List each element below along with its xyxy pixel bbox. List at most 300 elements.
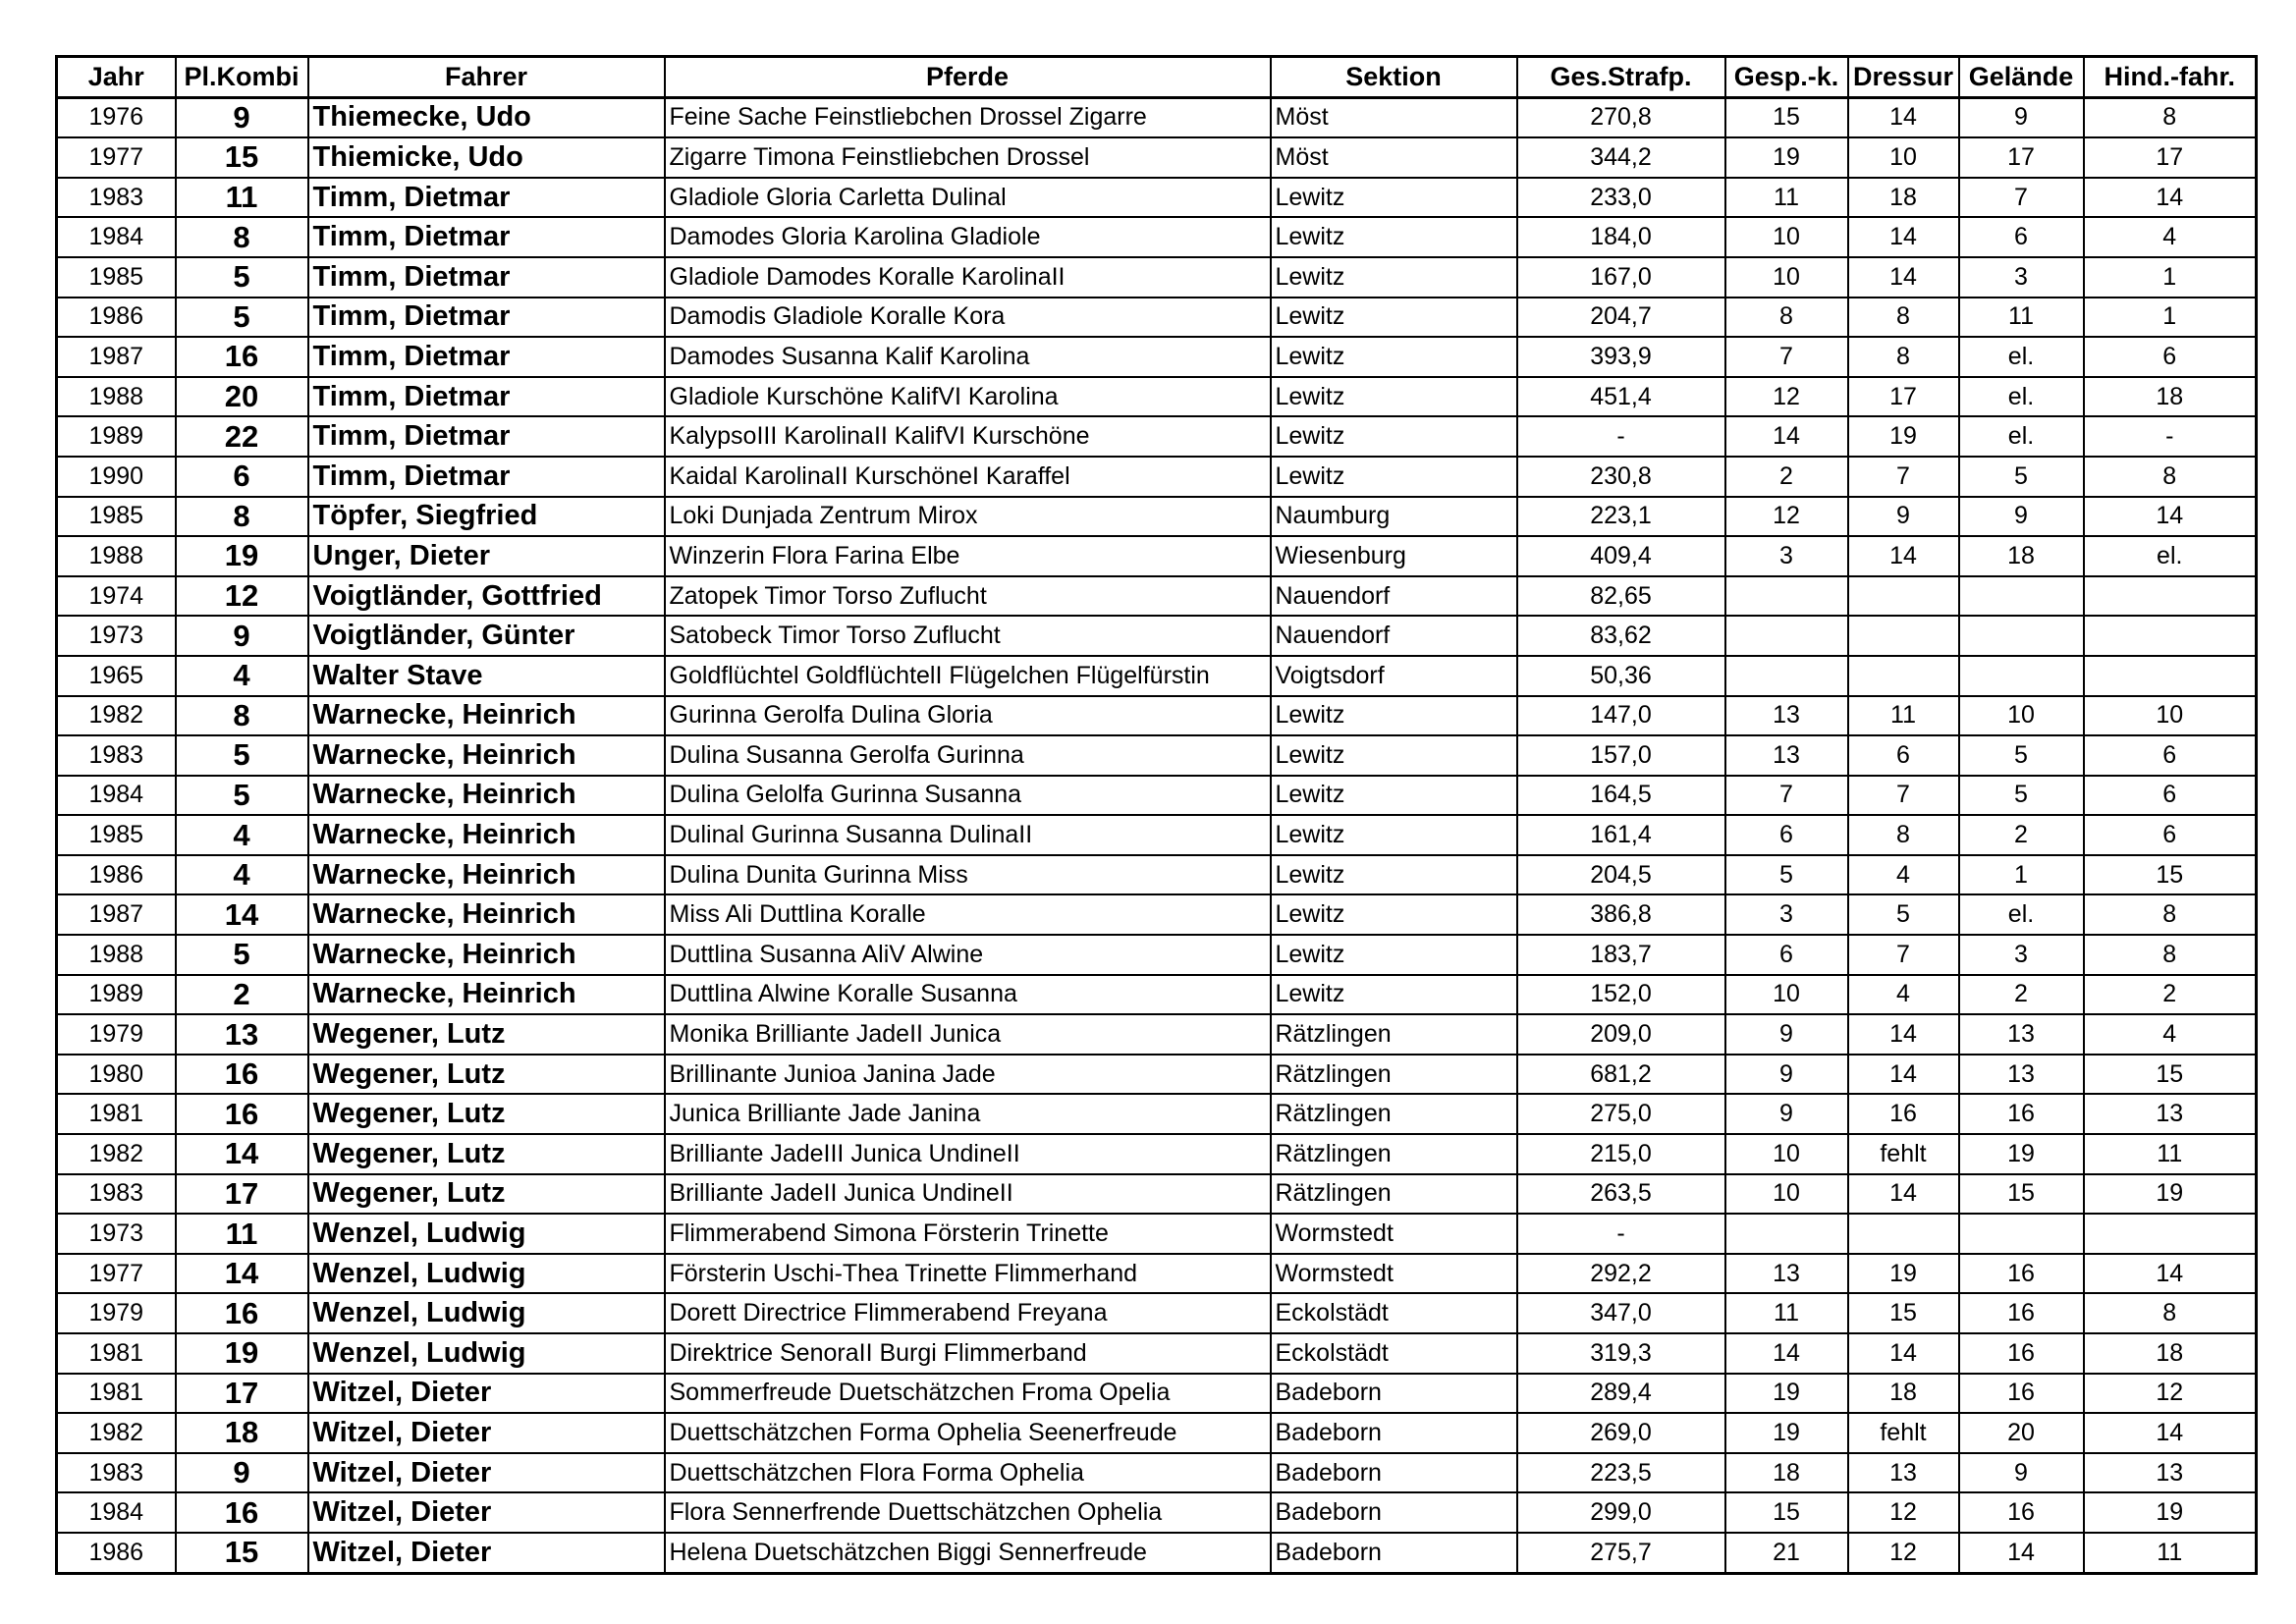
total-penalty-cell: 204,5 — [1517, 855, 1725, 895]
placement-cell: 4 — [176, 656, 308, 696]
dressage-cell: 8 — [1848, 337, 1959, 377]
placement-cell: 5 — [176, 735, 308, 776]
team-control-cell: 9 — [1725, 1014, 1848, 1055]
total-penalty-cell: 263,5 — [1517, 1174, 1725, 1215]
team-control-cell: 11 — [1725, 178, 1848, 218]
section-cell: Eckolstädt — [1271, 1333, 1517, 1374]
terrain-cell: 9 — [1959, 97, 2084, 137]
dressage-cell: 10 — [1848, 137, 1959, 178]
driver-cell: Voigtländer, Günter — [308, 616, 665, 656]
horses-cell: Satobeck Timor Torso Zuflucht — [665, 616, 1271, 656]
dressage-cell: 14 — [1848, 257, 1959, 298]
table-row — [57, 696, 2257, 736]
section-cell: Lewitz — [1271, 855, 1517, 895]
horses-cell: Dulina Dunita Gurinna Miss — [665, 855, 1271, 895]
horses-cell: Gurinna Gerolfa Dulina Gloria — [665, 696, 1271, 736]
dressage-cell: 6 — [1848, 735, 1959, 776]
section-cell: Wormstedt — [1271, 1214, 1517, 1254]
team-control-cell: 6 — [1725, 815, 1848, 855]
obstacle-driving-cell: 13 — [2084, 1094, 2257, 1134]
terrain-cell: 16 — [1959, 1293, 2084, 1333]
placement-cell: 5 — [176, 298, 308, 338]
dressage-cell: 18 — [1848, 1374, 1959, 1414]
dressage-cell: 16 — [1848, 1094, 1959, 1134]
section-cell: Lewitz — [1271, 298, 1517, 338]
team-control-cell: 10 — [1725, 217, 1848, 257]
driver-cell: Witzel, Dieter — [308, 1492, 665, 1533]
year-cell: 1965 — [57, 656, 176, 696]
placement-cell: 9 — [176, 1453, 308, 1493]
total-penalty-cell: 152,0 — [1517, 975, 1725, 1015]
horses-cell: Dulinal Gurinna Susanna DulinaII — [665, 815, 1271, 855]
obstacle-driving-cell: 14 — [2084, 497, 2257, 537]
year-cell: 1988 — [57, 377, 176, 417]
horses-cell: Duettschätzchen Forma Ophelia Seenerfreude — [665, 1413, 1271, 1453]
obstacle-driving-cell: 6 — [2084, 815, 2257, 855]
horses-cell: Brilliante JadeII Junica UndineII — [665, 1174, 1271, 1215]
placement-cell: 14 — [176, 1254, 308, 1294]
team-control-cell: 7 — [1725, 776, 1848, 816]
placement-cell: 15 — [176, 1533, 308, 1573]
total-penalty-cell: 50,36 — [1517, 656, 1725, 696]
dressage-cell: 14 — [1848, 536, 1959, 576]
header-row — [57, 57, 2257, 98]
team-control-cell: 19 — [1725, 137, 1848, 178]
placement-cell: 8 — [176, 217, 308, 257]
horses-cell: Goldflüchtel GoldflüchtelI Flügelchen Flügelfürstin — [665, 656, 1271, 696]
header-placement: Pl.Kombi — [176, 57, 308, 98]
obstacle-driving-cell: 12 — [2084, 1374, 2257, 1414]
driver-cell: Wenzel, Ludwig — [308, 1254, 665, 1294]
horses-cell: Damodes Gloria Karolina Gladiole — [665, 217, 1271, 257]
obstacle-driving-cell: 1 — [2084, 257, 2257, 298]
horses-cell: Damodis Gladiole Koralle Kora — [665, 298, 1271, 338]
dressage-cell: 13 — [1848, 1453, 1959, 1493]
year-cell: 1985 — [57, 815, 176, 855]
table-row — [57, 656, 2257, 696]
placement-cell: 6 — [176, 457, 308, 497]
section-cell: Wormstedt — [1271, 1254, 1517, 1294]
total-penalty-cell: 292,2 — [1517, 1254, 1725, 1294]
team-control-cell: 18 — [1725, 1453, 1848, 1493]
driver-cell: Warnecke, Heinrich — [308, 894, 665, 935]
year-cell: 1974 — [57, 576, 176, 617]
dressage-cell: 18 — [1848, 178, 1959, 218]
obstacle-driving-cell: 4 — [2084, 217, 2257, 257]
total-penalty-cell: 183,7 — [1517, 935, 1725, 975]
horses-cell: Feine Sache Feinstliebchen Drossel Zigarre — [665, 97, 1271, 137]
year-cell: 1977 — [57, 137, 176, 178]
table-row — [57, 855, 2257, 895]
team-control-cell: 2 — [1725, 457, 1848, 497]
table-row — [57, 1333, 2257, 1374]
results-table — [55, 55, 2258, 1575]
dressage-cell: 14 — [1848, 1174, 1959, 1215]
horses-cell: Dulina Susanna Gerolfa Gurinna — [665, 735, 1271, 776]
terrain-cell: 18 — [1959, 536, 2084, 576]
table-row — [57, 735, 2257, 776]
section-cell: Lewitz — [1271, 815, 1517, 855]
dressage-cell: 12 — [1848, 1492, 1959, 1533]
placement-cell: 8 — [176, 696, 308, 736]
team-control-cell: 9 — [1725, 1094, 1848, 1134]
placement-cell: 13 — [176, 1014, 308, 1055]
horses-cell: Duttlina Alwine Koralle Susanna — [665, 975, 1271, 1015]
table-row — [57, 377, 2257, 417]
section-cell: Rätzlingen — [1271, 1014, 1517, 1055]
section-cell: Eckolstädt — [1271, 1293, 1517, 1333]
total-penalty-cell: - — [1517, 416, 1725, 457]
horses-cell: Brillinante Junioa Janina Jade — [665, 1055, 1271, 1095]
obstacle-driving-cell: 15 — [2084, 855, 2257, 895]
year-cell: 1983 — [57, 735, 176, 776]
obstacle-driving-cell: 8 — [2084, 935, 2257, 975]
year-cell: 1983 — [57, 178, 176, 218]
horses-cell: Damodes Susanna Kalif Karolina — [665, 337, 1271, 377]
team-control-cell — [1725, 656, 1848, 696]
section-cell: Möst — [1271, 137, 1517, 178]
driver-cell: Timm, Dietmar — [308, 257, 665, 298]
table-row — [57, 1214, 2257, 1254]
year-cell: 1977 — [57, 1254, 176, 1294]
total-penalty-cell: 157,0 — [1517, 735, 1725, 776]
obstacle-driving-cell: 19 — [2084, 1492, 2257, 1533]
dressage-cell: 14 — [1848, 1055, 1959, 1095]
year-cell: 1979 — [57, 1293, 176, 1333]
obstacle-driving-cell: 13 — [2084, 1453, 2257, 1493]
terrain-cell: 2 — [1959, 815, 2084, 855]
table-row — [57, 1134, 2257, 1174]
dressage-cell: 11 — [1848, 696, 1959, 736]
table-row — [57, 1293, 2257, 1333]
driver-cell: Timm, Dietmar — [308, 416, 665, 457]
placement-cell: 15 — [176, 137, 308, 178]
header-horses: Pferde — [665, 57, 1271, 98]
section-cell: Lewitz — [1271, 178, 1517, 218]
obstacle-driving-cell: 2 — [2084, 975, 2257, 1015]
dressage-cell: fehlt — [1848, 1413, 1959, 1453]
table-row — [57, 217, 2257, 257]
driver-cell: Wegener, Lutz — [308, 1014, 665, 1055]
table-row — [57, 1014, 2257, 1055]
dressage-cell: 15 — [1848, 1293, 1959, 1333]
total-penalty-cell: 147,0 — [1517, 696, 1725, 736]
driver-cell: Wenzel, Ludwig — [308, 1293, 665, 1333]
placement-cell: 11 — [176, 1214, 308, 1254]
total-penalty-cell: 204,7 — [1517, 298, 1725, 338]
driver-cell: Warnecke, Heinrich — [308, 975, 665, 1015]
obstacle-driving-cell: 8 — [2084, 1293, 2257, 1333]
terrain-cell: 19 — [1959, 1134, 2084, 1174]
driver-cell: Warnecke, Heinrich — [308, 735, 665, 776]
driver-cell: Unger, Dieter — [308, 536, 665, 576]
total-penalty-cell: 681,2 — [1517, 1055, 1725, 1095]
section-cell: Lewitz — [1271, 975, 1517, 1015]
header-dressage: Dressur — [1848, 57, 1959, 98]
obstacle-driving-cell: 4 — [2084, 1014, 2257, 1055]
dressage-cell — [1848, 616, 1959, 656]
horses-cell: Gladiole Gloria Carletta Dulinal — [665, 178, 1271, 218]
table-row — [57, 935, 2257, 975]
total-penalty-cell: 409,4 — [1517, 536, 1725, 576]
year-cell: 1987 — [57, 337, 176, 377]
placement-cell: 5 — [176, 776, 308, 816]
section-cell: Rätzlingen — [1271, 1055, 1517, 1095]
table-row — [57, 1055, 2257, 1095]
team-control-cell: 6 — [1725, 935, 1848, 975]
driver-cell: Timm, Dietmar — [308, 337, 665, 377]
terrain-cell: 15 — [1959, 1174, 2084, 1215]
terrain-cell: 9 — [1959, 1453, 2084, 1493]
section-cell: Lewitz — [1271, 337, 1517, 377]
section-cell: Badeborn — [1271, 1453, 1517, 1493]
team-control-cell: 7 — [1725, 337, 1848, 377]
header-year: Jahr — [57, 57, 176, 98]
total-penalty-cell: 344,2 — [1517, 137, 1725, 178]
team-control-cell: 14 — [1725, 416, 1848, 457]
driver-cell: Thiemecke, Udo — [308, 97, 665, 137]
horses-cell: Loki Dunjada Zentrum Mirox — [665, 497, 1271, 537]
year-cell: 1983 — [57, 1453, 176, 1493]
obstacle-driving-cell — [2084, 656, 2257, 696]
horses-cell: Monika Brilliante JadeII Junica — [665, 1014, 1271, 1055]
dressage-cell — [1848, 576, 1959, 617]
terrain-cell: el. — [1959, 337, 2084, 377]
obstacle-driving-cell: - — [2084, 416, 2257, 457]
driver-cell: Timm, Dietmar — [308, 178, 665, 218]
table-row — [57, 536, 2257, 576]
section-cell: Badeborn — [1271, 1413, 1517, 1453]
dressage-cell: 5 — [1848, 894, 1959, 935]
dressage-cell: 7 — [1848, 935, 1959, 975]
terrain-cell — [1959, 1214, 2084, 1254]
total-penalty-cell: 319,3 — [1517, 1333, 1725, 1374]
driver-cell: Wegener, Lutz — [308, 1055, 665, 1095]
horses-cell: Duettschätzchen Flora Forma Ophelia — [665, 1453, 1271, 1493]
dressage-cell: 4 — [1848, 975, 1959, 1015]
year-cell: 1981 — [57, 1094, 176, 1134]
year-cell: 1990 — [57, 457, 176, 497]
terrain-cell: 16 — [1959, 1094, 2084, 1134]
placement-cell: 22 — [176, 416, 308, 457]
obstacle-driving-cell — [2084, 616, 2257, 656]
dressage-cell: fehlt — [1848, 1134, 1959, 1174]
team-control-cell: 10 — [1725, 1174, 1848, 1215]
dressage-cell: 19 — [1848, 1254, 1959, 1294]
section-cell: Rätzlingen — [1271, 1094, 1517, 1134]
team-control-cell: 14 — [1725, 1333, 1848, 1374]
team-control-cell: 13 — [1725, 1254, 1848, 1294]
year-cell: 1984 — [57, 217, 176, 257]
year-cell: 1982 — [57, 1413, 176, 1453]
obstacle-driving-cell: 6 — [2084, 337, 2257, 377]
dressage-cell: 17 — [1848, 377, 1959, 417]
section-cell: Lewitz — [1271, 377, 1517, 417]
year-cell: 1982 — [57, 696, 176, 736]
table-header — [57, 57, 2257, 98]
team-control-cell: 19 — [1725, 1413, 1848, 1453]
total-penalty-cell: 347,0 — [1517, 1293, 1725, 1333]
section-cell: Nauendorf — [1271, 576, 1517, 617]
year-cell: 1989 — [57, 975, 176, 1015]
driver-cell: Wenzel, Ludwig — [308, 1333, 665, 1374]
dressage-cell: 7 — [1848, 776, 1959, 816]
horses-cell: Winzerin Flora Farina Elbe — [665, 536, 1271, 576]
section-cell: Lewitz — [1271, 257, 1517, 298]
table-row — [57, 1533, 2257, 1573]
driver-cell: Witzel, Dieter — [308, 1453, 665, 1493]
table-row — [57, 1413, 2257, 1453]
horses-cell: Helena Duetschätzchen Biggi Sennerfreude — [665, 1533, 1271, 1573]
total-penalty-cell: 83,62 — [1517, 616, 1725, 656]
obstacle-driving-cell: 1 — [2084, 298, 2257, 338]
terrain-cell: 3 — [1959, 935, 2084, 975]
driver-cell: Warnecke, Heinrich — [308, 935, 665, 975]
obstacle-driving-cell: 19 — [2084, 1174, 2257, 1215]
team-control-cell: 12 — [1725, 377, 1848, 417]
placement-cell: 17 — [176, 1174, 308, 1215]
year-cell: 1981 — [57, 1374, 176, 1414]
obstacle-driving-cell: 11 — [2084, 1134, 2257, 1174]
dressage-cell: 4 — [1848, 855, 1959, 895]
terrain-cell — [1959, 616, 2084, 656]
obstacle-driving-cell: 10 — [2084, 696, 2257, 736]
placement-cell: 9 — [176, 616, 308, 656]
dressage-cell — [1848, 1214, 1959, 1254]
table-row — [57, 1094, 2257, 1134]
dressage-cell: 8 — [1848, 815, 1959, 855]
table-row — [57, 497, 2257, 537]
driver-cell: Töpfer, Siegfried — [308, 497, 665, 537]
total-penalty-cell: 215,0 — [1517, 1134, 1725, 1174]
total-penalty-cell: 223,5 — [1517, 1453, 1725, 1493]
team-control-cell: 10 — [1725, 257, 1848, 298]
table-row — [57, 616, 2257, 656]
section-cell: Lewitz — [1271, 935, 1517, 975]
placement-cell: 5 — [176, 257, 308, 298]
placement-cell: 8 — [176, 497, 308, 537]
driver-cell: Timm, Dietmar — [308, 377, 665, 417]
placement-cell: 14 — [176, 894, 308, 935]
placement-cell: 20 — [176, 377, 308, 417]
year-cell: 1984 — [57, 776, 176, 816]
header-total-penalty: Ges.Strafp. — [1517, 57, 1725, 98]
driver-cell: Warnecke, Heinrich — [308, 815, 665, 855]
table-row — [57, 1254, 2257, 1294]
obstacle-driving-cell: 8 — [2084, 894, 2257, 935]
team-control-cell: 19 — [1725, 1374, 1848, 1414]
driver-cell: Timm, Dietmar — [308, 457, 665, 497]
placement-cell: 18 — [176, 1413, 308, 1453]
section-cell: Badeborn — [1271, 1533, 1517, 1573]
placement-cell: 16 — [176, 337, 308, 377]
terrain-cell: 2 — [1959, 975, 2084, 1015]
horses-cell: Dulina Gelolfa Gurinna Susanna — [665, 776, 1271, 816]
table-row — [57, 1492, 2257, 1533]
section-cell: Badeborn — [1271, 1492, 1517, 1533]
placement-cell: 12 — [176, 576, 308, 617]
section-cell: Badeborn — [1271, 1374, 1517, 1414]
section-cell: Lewitz — [1271, 416, 1517, 457]
total-penalty-cell: 299,0 — [1517, 1492, 1725, 1533]
horses-cell: Zigarre Timona Feinstliebchen Drossel — [665, 137, 1271, 178]
table-row — [57, 894, 2257, 935]
horses-cell: Junica Brilliante Jade Janina — [665, 1094, 1271, 1134]
horses-cell: KalypsoIII KarolinaII KalifVI Kurschöne — [665, 416, 1271, 457]
driver-cell: Witzel, Dieter — [308, 1374, 665, 1414]
terrain-cell: 6 — [1959, 217, 2084, 257]
terrain-cell: 11 — [1959, 298, 2084, 338]
terrain-cell: 1 — [1959, 855, 2084, 895]
total-penalty-cell: 451,4 — [1517, 377, 1725, 417]
header-driver: Fahrer — [308, 57, 665, 98]
placement-cell: 16 — [176, 1293, 308, 1333]
team-control-cell: 11 — [1725, 1293, 1848, 1333]
section-cell: Lewitz — [1271, 776, 1517, 816]
driver-cell: Timm, Dietmar — [308, 298, 665, 338]
section-cell: Nauendorf — [1271, 616, 1517, 656]
team-control-cell — [1725, 616, 1848, 656]
section-cell: Rätzlingen — [1271, 1174, 1517, 1215]
year-cell: 1979 — [57, 1014, 176, 1055]
obstacle-driving-cell: 14 — [2084, 1413, 2257, 1453]
year-cell: 1984 — [57, 1492, 176, 1533]
terrain-cell: 16 — [1959, 1374, 2084, 1414]
dressage-cell: 9 — [1848, 497, 1959, 537]
team-control-cell: 12 — [1725, 497, 1848, 537]
terrain-cell — [1959, 576, 2084, 617]
team-control-cell: 9 — [1725, 1055, 1848, 1095]
year-cell: 1986 — [57, 298, 176, 338]
placement-cell: 16 — [176, 1055, 308, 1095]
year-cell: 1989 — [57, 416, 176, 457]
table-row — [57, 1453, 2257, 1493]
header-terrain: Gelände — [1959, 57, 2084, 98]
year-cell: 1981 — [57, 1333, 176, 1374]
total-penalty-cell: 289,4 — [1517, 1374, 1725, 1414]
year-cell: 1976 — [57, 97, 176, 137]
table-row — [57, 815, 2257, 855]
total-penalty-cell: 164,5 — [1517, 776, 1725, 816]
dressage-cell: 14 — [1848, 97, 1959, 137]
year-cell: 1982 — [57, 1134, 176, 1174]
obstacle-driving-cell: 18 — [2084, 1333, 2257, 1374]
year-cell: 1986 — [57, 1533, 176, 1573]
obstacle-driving-cell: 14 — [2084, 178, 2257, 218]
terrain-cell: 17 — [1959, 137, 2084, 178]
terrain-cell: 14 — [1959, 1533, 2084, 1573]
dressage-cell: 7 — [1848, 457, 1959, 497]
placement-cell: 11 — [176, 178, 308, 218]
year-cell: 1985 — [57, 497, 176, 537]
section-cell: Naumburg — [1271, 497, 1517, 537]
obstacle-driving-cell: el. — [2084, 536, 2257, 576]
dressage-cell — [1848, 656, 1959, 696]
table-row — [57, 178, 2257, 218]
terrain-cell: 13 — [1959, 1014, 2084, 1055]
table-row — [57, 257, 2257, 298]
table-row — [57, 337, 2257, 377]
year-cell: 1988 — [57, 536, 176, 576]
driver-cell: Warnecke, Heinrich — [308, 696, 665, 736]
terrain-cell: 9 — [1959, 497, 2084, 537]
table-row — [57, 1174, 2257, 1215]
driver-cell: Warnecke, Heinrich — [308, 776, 665, 816]
table-row — [57, 776, 2257, 816]
terrain-cell: 7 — [1959, 178, 2084, 218]
horses-cell: Försterin Uschi-Thea Trinette Flimmerhand — [665, 1254, 1271, 1294]
section-cell: Lewitz — [1271, 217, 1517, 257]
